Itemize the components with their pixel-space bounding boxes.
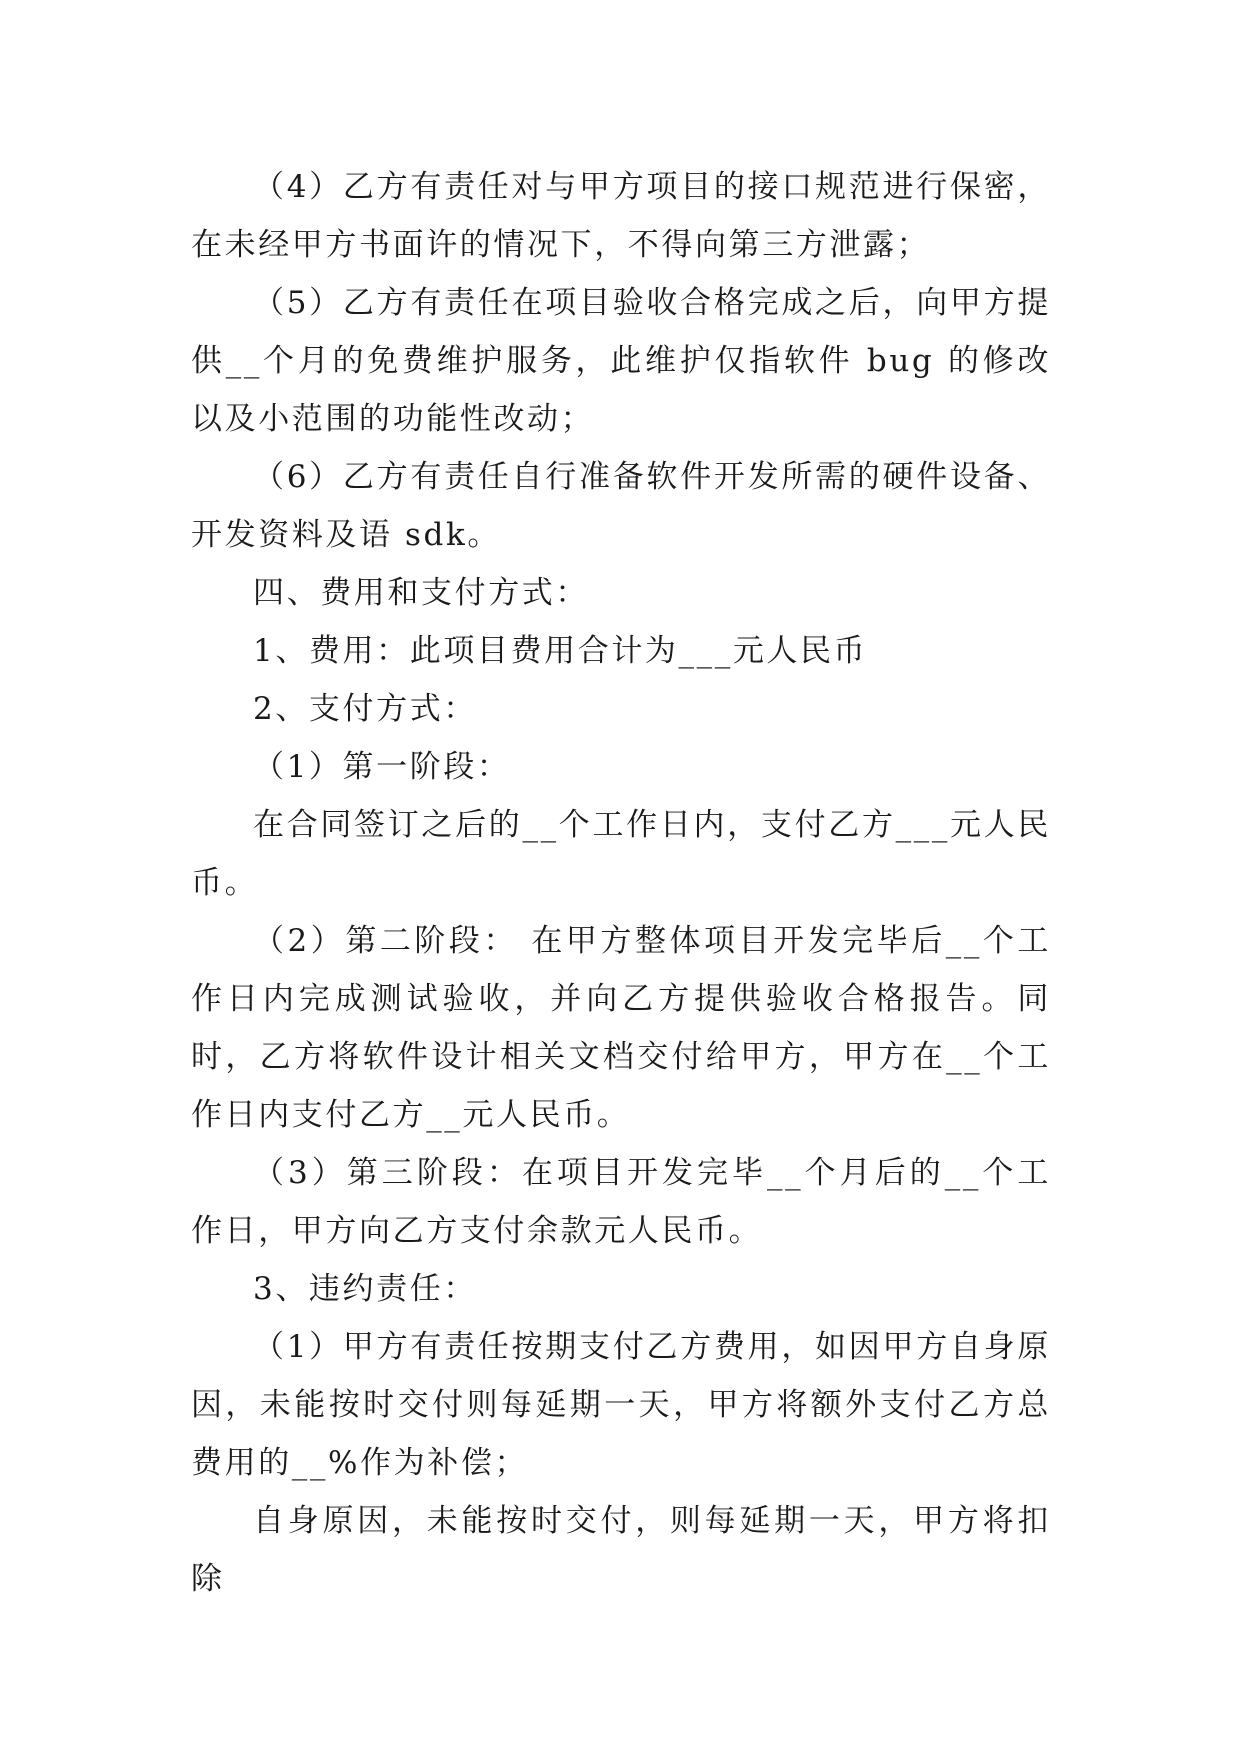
paragraph-clause-4-confidentiality: （4）乙方有责任对与甲方项目的接口规范进行保密，在未经甲方书面许的情况下，不得向第三方泄露；	[191, 169, 1051, 263]
paragraph-fees: 1、费用：此项目费用合计为___元人民币	[253, 633, 868, 669]
paragraph-stage-1-detail: 在合同签订之后的__个工作日内，支付乙方___元人民币。	[191, 807, 1051, 901]
paragraph-breach-clause-1: （1）甲方有责任按期支付乙方费用，如因甲方自身原因，未能按时交付则每延期一天，甲方将额外支付乙方总费用的__%作为补偿；	[191, 1329, 1051, 1481]
paragraph-clause-6-equipment: （6）乙方有责任自行准备软件开发所需的硬件设备、开发资料及语 sdk。	[191, 459, 1051, 553]
document-body	[191, 158, 1051, 1608]
paragraph-clause-5-maintenance: （5）乙方有责任在项目验收合格完成之后，向甲方提供__个月的免费维护服务，此维护仅指软件 bug 的修改以及小范围的功能性改动；	[191, 285, 1051, 437]
paragraph-stage-1-heading: （1）第一阶段：	[253, 749, 511, 785]
paragraph-stage-3: （3）第三阶段：在项目开发完毕__个月后的__个工作日，甲方向乙方支付余款元人民币。	[191, 1155, 1051, 1249]
paragraph-stage-2: （2）第二阶段： 在甲方整体项目开发完毕后__个工作日内完成测试验收，并向乙方提供验收合格报告。同时，乙方将软件设计相关文档交付给甲方，甲方在__个工作日内支付乙方__元人民币。	[191, 923, 1051, 1133]
paragraph-breach-continuation: 自身原因，未能按时交付，则每延期一天，甲方将扣除	[191, 1503, 1051, 1597]
section-heading-fees-payment: 四、费用和支付方式：	[253, 575, 589, 611]
paragraph-breach-liability: 3、违约责任：	[253, 1271, 477, 1307]
paragraph-payment-method: 2、支付方式：	[253, 691, 477, 727]
